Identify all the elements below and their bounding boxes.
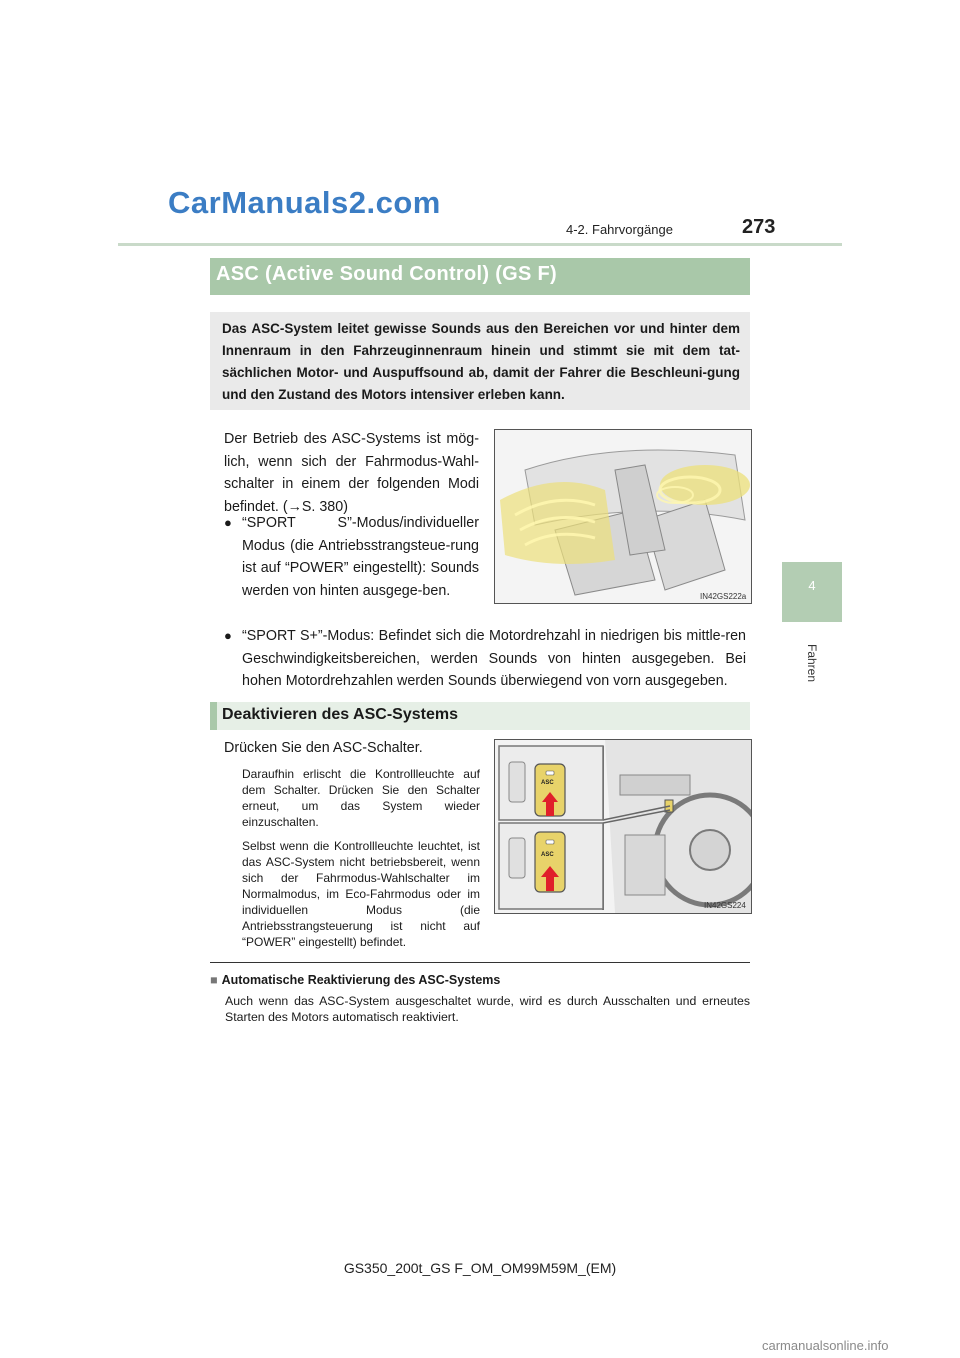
bullet-sport-s [224,512,479,602]
body-paragraph: Der Betrieb des ASC-Systems ist mög-lich, wenn sich der Fahrmodus-Wahl-schalter in einem der folgenden Modi befindet. (→S. 380) [224,431,479,515]
chapter-number: 4 [808,578,816,593]
footer-code: GS350_200t_GS F_OM_OM99M59M_(EM) [343,1260,617,1276]
asc-switch-label-upper: ASC [541,780,554,786]
watermark-top: CarManuals2.com [168,185,441,220]
section-title: ASC (Active Sound Control) (GS F) [216,263,557,285]
asc-switch-illustration [495,740,751,913]
note-text: Selbst wenn die Kontrollleuchte leuchtet, ist das ASC-System nicht betriebsbereit, wenn sich der Fahrmodus-Wahlschalter im Normalmodus, im Eco-Fahrmodus oder im individuellen Modus (die Antriebsstrangsteuerung ist nicht auf “POWER” eingestellt) befindet. [242,839,480,949]
subsection-accent [210,702,217,730]
note-text: Daraufhin erlischt die Kontrollleuchte auf dem Schalter. Drücken Sie den Schalter erneut, um das System wieder einzuschalten. [242,767,480,829]
step-text: Drücken Sie den ASC-Schalter. [224,740,423,756]
note-divider [210,962,750,963]
intro-text: Das ASC-System leitet gewisse Sounds aus den Bereichen vor und hinter dem Innenraum in den Fahrzeuginnenraum hinein und stimmt sie mit dem tat-sächlichen Motor- und Auspuffsound ab, damit der Fahrer die Beschleuni-gung und den Zustand des Motors intensiver erleben kann. [222,321,740,402]
figure-id: IN42GS222a [700,592,747,601]
section-label: 4-2. Fahrvorgänge [566,222,673,237]
note-heading-text: Automatische Reaktivierung des ASC-Systems [221,973,501,987]
interior-sound-figure [494,429,752,604]
interior-sound-illustration [495,430,751,603]
bullet-text: “SPORT S”-Modus/individueller Modus (die Antriebsstrangsteue-rung ist auf “POWER” eingestellt): Sounds werden von hinten ausgege-ben. [242,515,479,599]
page-number: 273 [742,216,776,238]
square-marker-icon: ■ [210,973,218,987]
note-body: Auch wenn das ASC-System ausgeschaltet wurde, wird es durch Ausschalten und erneutes Starten des Motors automatisch reaktiviert. [225,994,750,1024]
note-heading [210,973,500,987]
bullet-dot: ● [224,515,232,530]
asc-switch-figure [494,739,752,914]
figure-id: IN42GS224 [704,901,746,910]
chapter-name: Fahren [805,643,819,683]
bullet-text: “SPORT S+”-Modus: Befindet sich die Motordrehzahl in niedrigen bis mittle-ren Geschwindigkeitsbereichen, werden Sounds von hinten ausgegeben. Bei hohen Motordrehzahlen werden Sounds überwiegend von vorn ausgegeben. [242,628,746,689]
watermark-bottom: carmanualsonline.info [762,1338,889,1353]
bullet-dot: ● [224,628,232,643]
bullet-sport-s-plus [224,625,746,693]
header-rule [118,243,842,246]
subsection-title: Deaktivieren des ASC-Systems [222,706,458,723]
asc-switch-label-lower: ASC [541,852,554,858]
